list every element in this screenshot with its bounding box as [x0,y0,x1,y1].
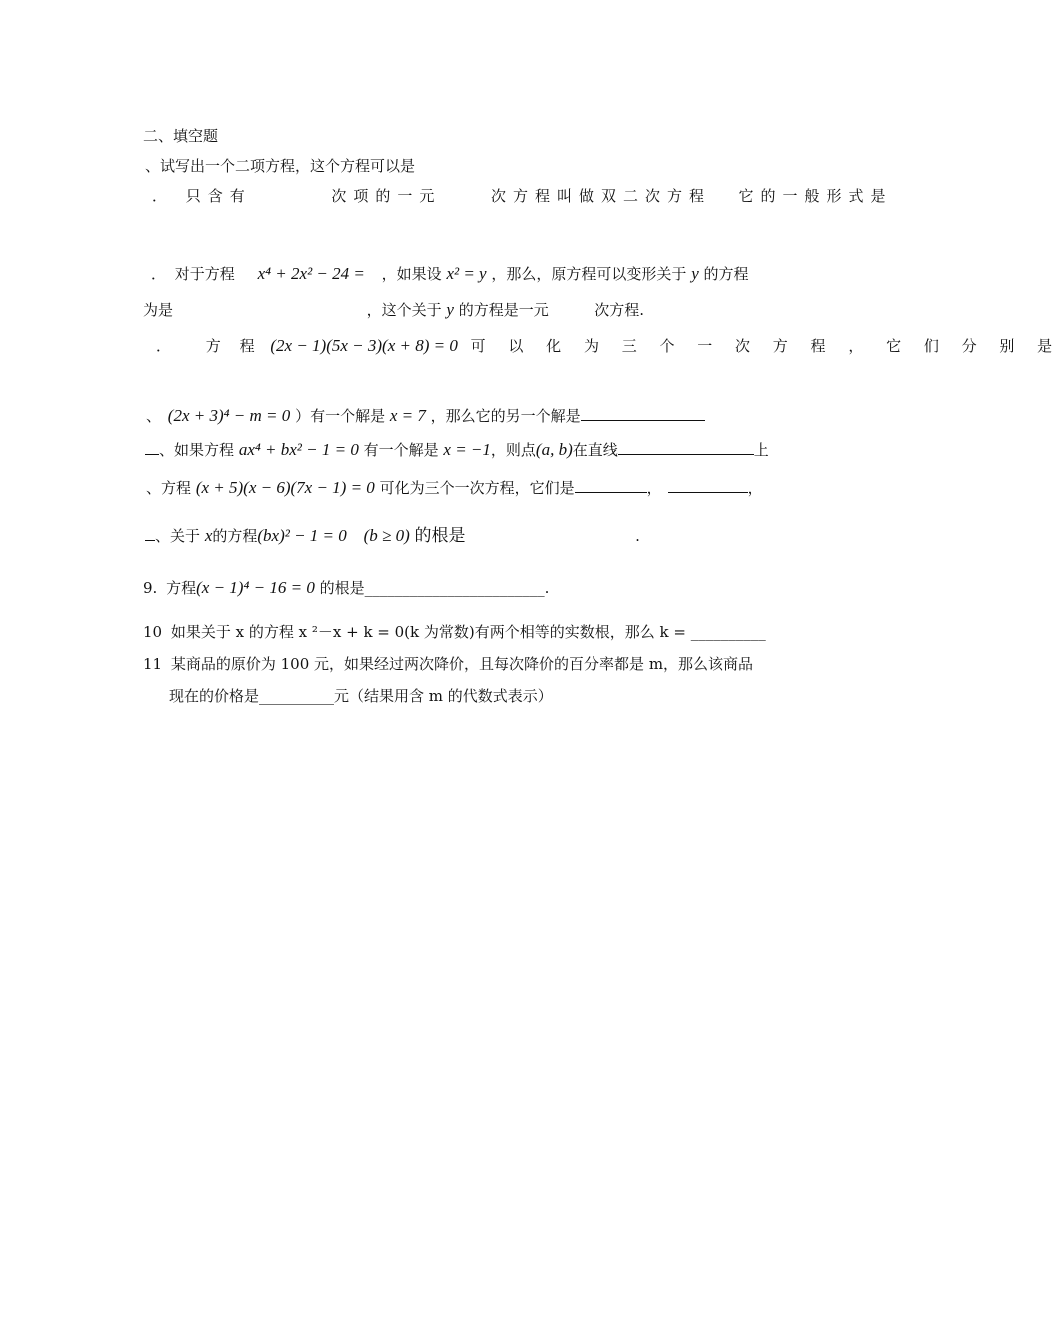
question-9-equation: (x − 1)⁴ − 16 = 0 [196,578,315,597]
question-4 [156,336,1061,356]
question-7-equation: (x + 5)(x − 6)(7x − 1) = 0 [195,478,375,497]
question-6 [145,440,769,460]
question-11 [143,654,753,674]
question-8 [145,526,640,546]
question-6-part5: 上 [753,441,769,459]
question-8-number-blank [145,526,155,541]
question-8-part3: 的根是 [414,526,466,546]
question-8-equation: (bx)² − 1 = 0 [257,526,347,545]
question-3-part4: 的方程 [703,265,749,283]
question-2-part2: 次项的一元 [331,187,442,205]
question-6-part4: 在直线 [572,441,618,459]
question-7-sep2: ， [747,479,763,497]
question-3-part2: ，如果设 [381,265,442,283]
question-6-number-blank [145,440,159,455]
question-6-prefix: 、 [159,441,175,459]
question-3-line2-a: 为是 [143,301,174,319]
question-1-prefix: 、 [145,157,161,175]
question-8-part2: 的方程 [212,527,258,545]
question-10 [143,622,766,642]
question-11-answer-blank[interactable]: __________ [259,687,335,705]
question-8-end: . [635,527,640,545]
question-9-end: . [544,579,550,597]
question-9-dot: . [152,579,158,597]
question-5-answer-blank[interactable] [581,406,705,421]
question-3-line2-d: 次方程. [594,301,645,319]
question-5-equation: (2x + 3)⁴ − m = 0 [167,406,291,425]
question-6-answer-blank[interactable] [618,440,754,455]
question-1-text: 试写出一个二项方程，这个方程可以是 [160,157,416,175]
question-6-part2: 有一个解是 [363,441,439,459]
question-8-var: x [204,526,213,545]
question-3-equation: x⁴ + 2x² − 24 = [257,264,365,283]
question-11-line1: 某商品的原价为 100 元，如果经过两次降价，且每次降价的百分率都是 m，那么该商品 [170,655,754,673]
question-6-part3: ，则点 [490,441,536,459]
question-3-part3: ，那么，原方程可以变形关于 [491,265,687,283]
question-10-number: 10 [143,623,163,641]
question-2-part1: 只含有 [185,187,252,205]
question-4-prefix: ． [156,337,172,355]
question-1 [145,156,415,176]
question-7-answer-blank-2[interactable] [668,478,748,493]
question-9-answer-blank[interactable]: ________________________ [364,579,545,597]
question-6-root: x = −1 [443,440,491,459]
question-9 [143,578,549,598]
question-11-line2-a: 现在的价格是 [169,687,260,705]
question-4-part2: 可 以 化 为 三 个 一 次 方 程 ， 它 们 分 别 是 [470,337,1061,355]
question-9-part1: 方程 [166,579,197,597]
question-5-part2: ，那么它的另一个解是 [430,407,581,425]
question-7-part1: 方程 [161,479,192,497]
question-3-line-2 [143,300,644,320]
question-3-substitution: x² = y [446,264,487,283]
question-7-prefix: 、 [146,479,162,497]
question-10-text: 如果关于 x 的方程 x ²－x + k = 0(k 为常数)有两个相等的实数根，那么 k = [170,623,686,641]
question-7-answer-blank-1[interactable] [575,478,647,493]
question-11-line-2 [169,686,553,706]
question-7 [146,478,763,498]
question-7-sep1: ， [646,479,662,497]
question-3-part1: 对于方程 [174,265,235,283]
question-3-line2-b: ，这个关于 [366,301,442,319]
question-3-prefix: ． [151,265,167,283]
question-9-number: 9 [143,579,153,597]
question-2-part4: 它的一般形式是 [738,187,893,205]
question-11-line2-b: 元（结果用含 m 的代数式表示） [334,687,553,705]
question-10-answer-blank[interactable]: __________ [690,623,766,641]
question-6-equation: ax⁴ + bx² − 1 = 0 [238,440,359,459]
question-5-prefix: 、 [146,407,162,425]
question-11-number: 11 [143,655,163,673]
question-4-equation: (2x − 1)(5x − 3)(x + 8) = 0 [270,336,458,355]
question-4-part1: 方 程 [205,337,262,355]
question-6-point: (a, b) [535,440,573,459]
question-2-prefix: ． [152,187,175,205]
question-5 [146,406,705,426]
question-8-condition: (b ≥ 0) [363,526,410,545]
section-title: 二、填空题 [143,127,219,145]
question-8-part1: 关于 [170,527,201,545]
question-2-part3: 次方程叫做双二次方程 [490,187,711,205]
question-8-prefix: 、 [155,527,171,545]
question-3-line2-c: 的方程是一元 [458,301,549,319]
question-7-part2: 可化为三个一次方程，它们是 [379,479,575,497]
question-3 [151,264,749,284]
question-5-root: x = 7 [389,406,426,425]
question-6-part1: 如果方程 [174,441,235,459]
question-3-line2-var: y [446,300,454,319]
question-2 [152,186,893,206]
question-3-var: y [691,264,699,283]
question-5-part1: ）有一个解是 [295,407,386,425]
question-9-part2: 的根是 [319,579,365,597]
